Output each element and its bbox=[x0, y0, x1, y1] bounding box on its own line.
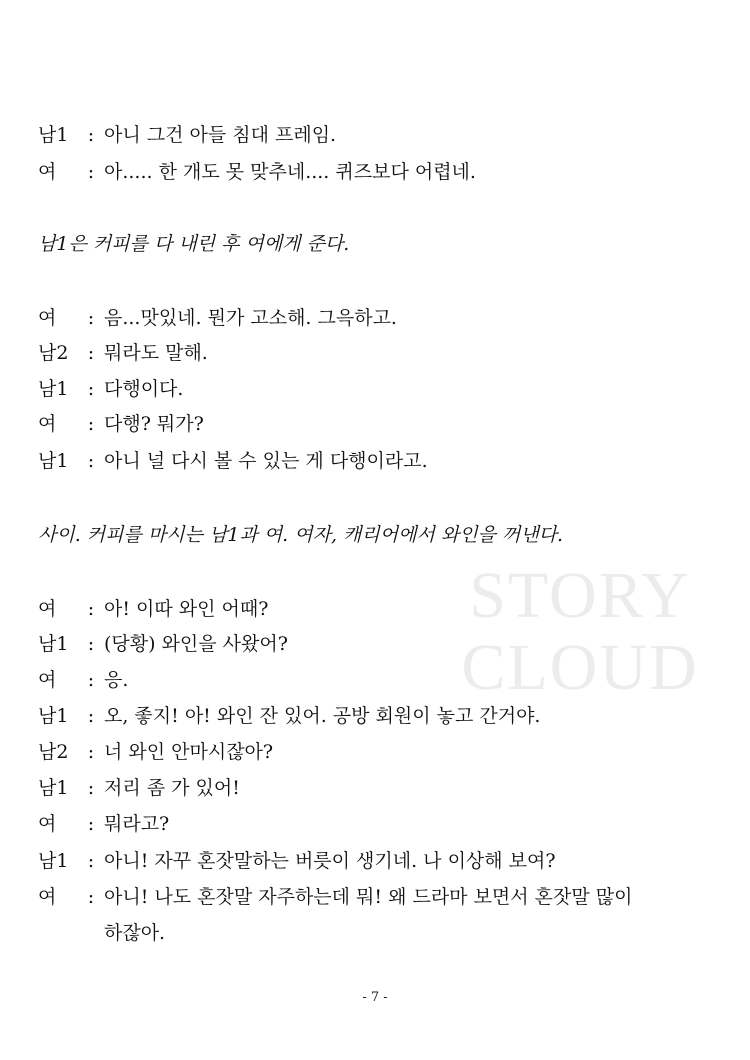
speaker: 남1 bbox=[38, 378, 69, 400]
dialogue-line bbox=[38, 882, 720, 912]
dialogue-line bbox=[38, 374, 720, 404]
dialogue-text: 다행이다. bbox=[104, 378, 184, 400]
speaker: 남1 bbox=[38, 633, 69, 655]
colon: : bbox=[87, 777, 95, 799]
speaker: 남2 bbox=[38, 741, 69, 763]
dialogue-continuation: 하잖아. bbox=[104, 922, 166, 944]
speaker: 여 bbox=[38, 598, 57, 620]
dialogue-line bbox=[38, 629, 720, 659]
stage-direction: 남1은 커피를 다 내린 후 여에게 준다. bbox=[38, 233, 350, 255]
dialogue-text: (당황) 와인을 사왔어? bbox=[104, 633, 288, 655]
dialogue-text: 뭐라도 말해. bbox=[104, 342, 208, 364]
colon: : bbox=[87, 669, 95, 691]
speaker: 남1 bbox=[38, 850, 69, 872]
dialogue-line bbox=[38, 809, 720, 839]
dialogue-text: 다행? 뭐가? bbox=[104, 413, 204, 435]
speaker: 여 bbox=[38, 161, 57, 183]
watermark-line-2: CLOUD bbox=[461, 631, 699, 704]
speaker: 여 bbox=[38, 813, 57, 835]
colon: : bbox=[87, 813, 95, 835]
colon: : bbox=[87, 886, 95, 908]
stage-direction: 사이. 커피를 마시는 남1과 여. 여자, 캐리어에서 와인을 꺼낸다. bbox=[38, 524, 564, 546]
dialogue-line bbox=[38, 120, 720, 150]
colon: : bbox=[87, 598, 95, 620]
speaker: 여 bbox=[38, 669, 57, 691]
dialogue-line bbox=[38, 773, 720, 803]
colon: : bbox=[87, 850, 95, 872]
dialogue-line bbox=[38, 701, 720, 731]
dialogue-text: 아! 이따 와인 어때? bbox=[104, 598, 269, 620]
dialogue-text: 너 와인 안마시잖아? bbox=[104, 741, 274, 763]
dialogue-text: 저리 좀 가 있어! bbox=[104, 777, 240, 799]
dialogue-text: 아니! 자꾸 혼잣말하는 버릇이 생기네. 나 이상해 보여? bbox=[104, 850, 556, 872]
dialogue-line bbox=[38, 446, 720, 476]
dialogue-text: 뭐라고? bbox=[104, 813, 170, 835]
colon: : bbox=[87, 342, 95, 364]
dialogue-text: 아..... 한 개도 못 맞추네.... 퀴즈보다 어렵네. bbox=[104, 161, 476, 183]
dialogue-line bbox=[38, 409, 720, 439]
colon: : bbox=[87, 378, 95, 400]
speaker: 남1 bbox=[38, 777, 69, 799]
dialogue-line bbox=[38, 737, 720, 767]
dialogue-line bbox=[38, 665, 720, 695]
dialogue-text: 아니! 나도 혼잣말 자주하는데 뭐! 왜 드라마 보면서 혼잣말 많이 bbox=[104, 886, 633, 908]
dialogue-text: 음...맛있네. 뭔가 고소해. 그윽하고. bbox=[104, 307, 397, 329]
colon: : bbox=[87, 450, 95, 472]
dialogue-line bbox=[38, 846, 720, 876]
dialogue-line bbox=[38, 594, 720, 624]
watermark-line-1: STORY bbox=[469, 559, 691, 632]
speaker: 여 bbox=[38, 886, 57, 908]
dialogue-line bbox=[38, 303, 720, 333]
page-number: - 7 - bbox=[362, 990, 388, 1005]
colon: : bbox=[87, 307, 95, 329]
dialogue-line bbox=[38, 157, 720, 187]
dialogue-line bbox=[38, 338, 720, 368]
speaker: 남1 bbox=[38, 705, 69, 727]
colon: : bbox=[87, 413, 95, 435]
dialogue-text: 오, 좋지! 아! 와인 잔 있어. 공방 회원이 놓고 간거야. bbox=[104, 705, 541, 727]
speaker: 남2 bbox=[38, 342, 69, 364]
dialogue-text: 응. bbox=[104, 669, 129, 691]
colon: : bbox=[87, 705, 95, 727]
dialogue-text: 아니 널 다시 볼 수 있는 게 다행이라고. bbox=[104, 450, 428, 472]
speaker: 남1 bbox=[38, 450, 69, 472]
speaker: 남1 bbox=[38, 124, 69, 146]
dialogue-text: 아니 그건 아들 침대 프레임. bbox=[104, 124, 337, 146]
colon: : bbox=[87, 161, 95, 183]
speaker: 여 bbox=[38, 413, 57, 435]
colon: : bbox=[87, 633, 95, 655]
speaker: 여 bbox=[38, 307, 57, 329]
colon: : bbox=[87, 124, 95, 146]
colon: : bbox=[87, 741, 95, 763]
